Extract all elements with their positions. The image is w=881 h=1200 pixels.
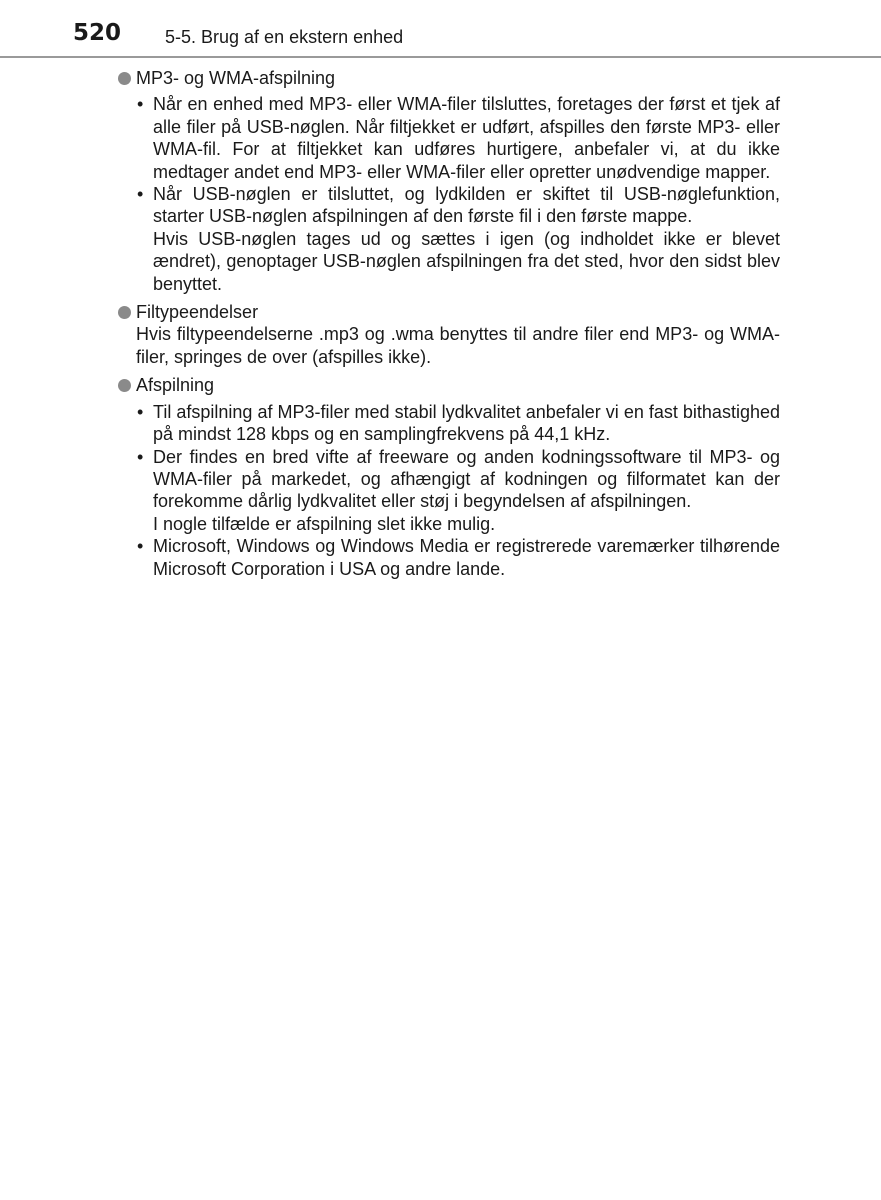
dot-bullet-icon: • xyxy=(137,536,144,557)
section-heading-text: Afspilning xyxy=(136,375,215,396)
bullet-list xyxy=(118,93,780,295)
page-number: 520 xyxy=(73,20,122,46)
list-item xyxy=(118,446,780,536)
page-content xyxy=(118,67,780,586)
circle-bullet-icon xyxy=(118,379,131,392)
section-heading-text: MP3- og WMA-afspilning xyxy=(136,68,336,88)
circle-bullet-icon xyxy=(118,72,131,85)
list-item-text: Når USB-nøglen er tilsluttet, og lydkilden er skiftet til USB-nøglefunktion, starter USB-nøglen afspilningen af den første fil i den første mappe. xyxy=(153,184,780,227)
dot-bullet-icon: • xyxy=(137,446,144,467)
list-item-text: I nogle tilfælde er afspilning slet ikke mulig. xyxy=(153,513,496,534)
section-heading xyxy=(118,301,780,323)
section-heading xyxy=(118,67,780,89)
dot-bullet-icon: • xyxy=(137,184,144,205)
list-item xyxy=(118,535,780,580)
list-item xyxy=(118,93,780,183)
list-item-text: Microsoft, Windows og Windows Media er registrerede varemærker tilhørende Microsoft Corporation i USA og andre lande. xyxy=(153,536,780,579)
list-item xyxy=(118,183,780,295)
page-header xyxy=(0,0,881,58)
section-heading xyxy=(118,374,780,396)
list-item xyxy=(118,401,780,446)
section-heading-text: Filtypeendelser xyxy=(136,302,259,323)
header-divider xyxy=(0,56,881,58)
section-file-extensions xyxy=(118,301,780,368)
dot-bullet-icon: • xyxy=(137,401,144,422)
list-item-text: Til afspilning af MP3-filer med stabil lydkvalitet anbefaler vi en fast bithastighed på mindst 128 kbps og en samplingfrekvens på 44,1 kHz. xyxy=(153,401,780,445)
bullet-list xyxy=(118,401,780,580)
section-paragraph: Hvis filtypeendelserne .mp3 og .wma benyttes til andre filer end MP3- og WMA-filer, springes de over (afspilles ikke). xyxy=(136,324,780,367)
circle-bullet-icon xyxy=(118,306,131,319)
section-title: 5-5. Brug af en ekstern enhed xyxy=(165,27,404,47)
list-item-text: Når en enhed med MP3- eller WMA-filer tilsluttes, foretages der først et tjek af alle filer på USB-nøglen. Når filtjekket er udført, afspilles den første MP3- eller WMA-fil. For at filtjekket kan udføres hurtigere, anbefaler vi, at du ikke medtager andet end MP3- eller WMA-filer eller opretter unødvendige mapper. xyxy=(153,94,780,182)
list-item-text: Hvis USB-nøglen tages ud og sættes i igen (og indholdet ikke er blevet ændret), genoptager USB-nøglen afspilningen fra det sted, hvor den sidst blev benyttet. xyxy=(153,228,780,294)
dot-bullet-icon: • xyxy=(137,94,144,115)
section-playback xyxy=(118,374,780,580)
list-item-text: Der findes en bred vifte af freeware og anden kodningssoftware til MP3- og WMA-filer på markedet, og afhængigt af kodningen og filformatet kan der forekomme dårlig lydkvalitet eller støj i begyndelsen af afspilningen. xyxy=(153,446,780,512)
section-mp3-wma xyxy=(118,67,780,295)
